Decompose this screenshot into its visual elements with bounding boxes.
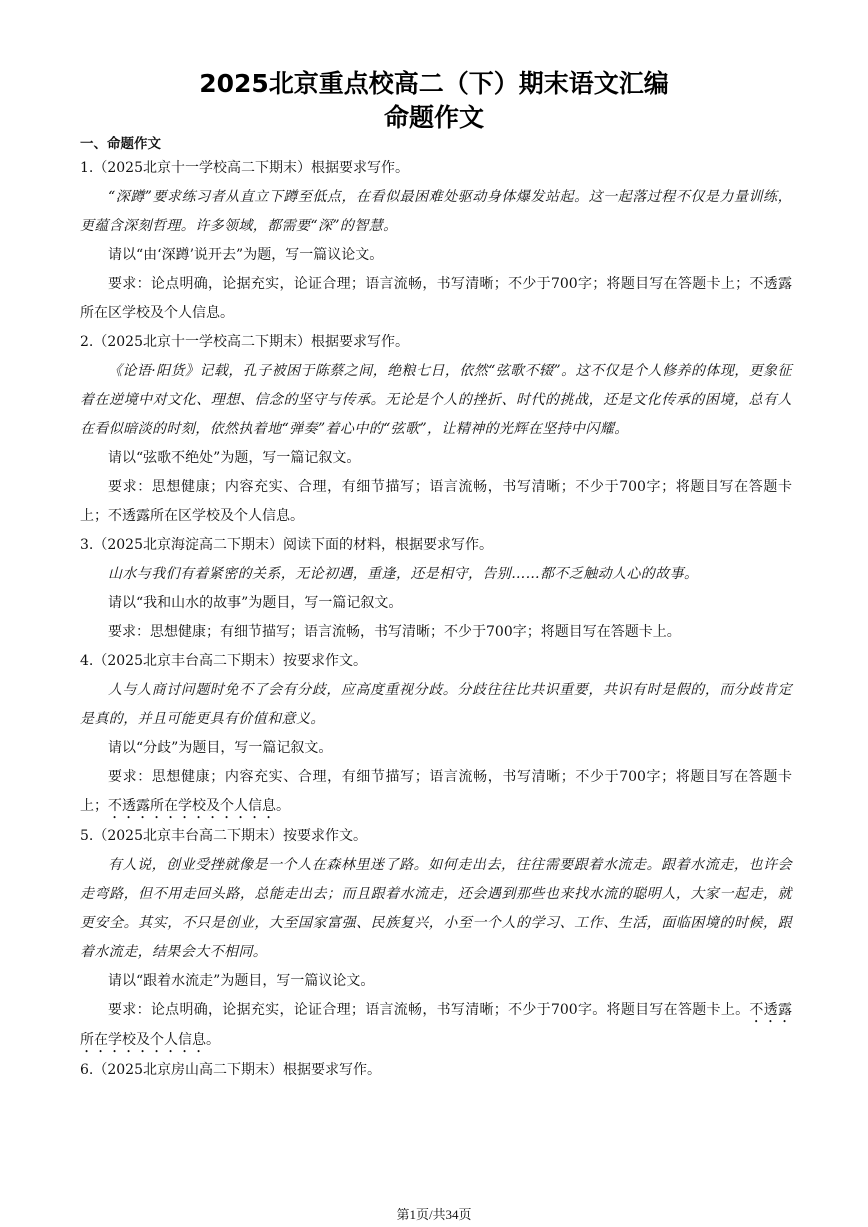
page-footer: 第1页/共34页 xyxy=(396,1207,472,1222)
question-2 xyxy=(80,328,792,531)
question-4-task: 请以“分歧”为题目，写一篇记叙文。 xyxy=(108,740,333,756)
question-1 xyxy=(80,154,792,328)
question-2-head: 2.（2025北京十一学校高二下期末）根据要求写作。 xyxy=(80,334,409,350)
document-title: 2025北京重点校高二（下）期末语文汇编 xyxy=(199,69,669,98)
question-4-requirements-privacy: 不透露所在学校及个人信息。 xyxy=(108,798,290,814)
question-5-requirements-privacy: 不透露所在学校及个人信息。 xyxy=(80,1002,792,1048)
question-4 xyxy=(80,647,792,822)
section-heading: 一、命题作文 xyxy=(80,136,161,152)
question-3 xyxy=(80,531,792,647)
question-4-requirements-main: 要求：思想健康；内容充实、合理，有细节描写；语言流畅，书写清晰；不少于700字；将题目写在答题卡上； xyxy=(80,769,792,814)
question-4-material: 人与人商讨问题时免不了会有分歧，应高度重视分歧。分歧往往比共识重要，共识有时是假的，而分歧肯定是真的，并且可能更具有价值和意义。 xyxy=(80,682,792,727)
question-5-head: 5.（2025北京丰台高二下期末）按要求作文。 xyxy=(80,828,367,844)
question-5-task: 请以“跟着水流走”为题目，写一篇议论文。 xyxy=(108,973,375,989)
question-1-requirements: 要求：论点明确，论据充实，论证合理；语言流畅，书写清晰；不少于700字；将题目写在答题卡上；不透露所在区学校及个人信息。 xyxy=(80,276,792,321)
question-5-requirements-main: 要求：论点明确，论据充实，论证合理；语言流畅，书写清晰；不少于700字。将题目写在答题卡上。 xyxy=(108,1002,750,1018)
question-4-head: 4.（2025北京丰台高二下期末）按要求作文。 xyxy=(80,653,367,669)
question-1-task: 请以“由‘深蹲’说开去”为题，写一篇议论文。 xyxy=(108,247,384,263)
question-6-head: 6.（2025北京房山高二下期末）根据要求写作。 xyxy=(80,1062,381,1078)
question-4-requirements xyxy=(80,763,792,822)
question-3-material: 山水与我们有着紧密的关系，无论初遇，重逢，还是相守，告别……都不乏触动人心的故事。 xyxy=(108,566,699,582)
question-3-requirements: 要求：思想健康；有细节描写；语言流畅，书写清晰；不少于700字；将题目写在答题卡上。 xyxy=(108,624,681,640)
question-1-material: “深蹲”要求练习者从直立下蹲至低点，在看似最困难处驱动身体爆发站起。这一起落过程不仅是力量训练，更蕴含深刻哲理。许多领域，都需要“深”的智慧。 xyxy=(80,189,792,234)
question-3-head: 3.（2025北京海淀高二下期末）阅读下面的材料，根据要求写作。 xyxy=(80,537,493,553)
question-5-requirements xyxy=(80,996,792,1056)
question-5-material: 有人说，创业受挫就像是一个人在森林里迷了路。如何走出去，往往需要跟着水流走。跟着水流走，也许会走弯路，但不用走回头路，总能走出去；而且跟着水流走，还会遇到那些也来找水流的聪明人，大家一起走，就更安全。其实，不只是创业，大至国家富强、民族复兴，小至一个人的学习、工作、生活，面临困境的时候，跟着水流走，结果会大不相同。 xyxy=(80,857,792,960)
question-2-requirements: 要求：思想健康；内容充实、合理，有细节描写；语言流畅，书写清晰；不少于700字；将题目写在答题卡上；不透露所在区学校及个人信息。 xyxy=(80,479,792,524)
question-2-task: 请以“弦歌不绝处”为题，写一篇记叙文。 xyxy=(108,450,361,466)
question-6 xyxy=(80,1056,792,1085)
document-subtitle: 命题作文 xyxy=(383,103,484,132)
question-3-task: 请以“我和山水的故事”为题目，写一篇记叙文。 xyxy=(108,595,403,611)
question-2-material: 《论语·阳货》记载，孔子被困于陈蔡之间，绝粮七日，依然“弦歌不辍”。这不仅是个人修养的体现，更象征着在逆境中对文化、理想、信念的坚守与传承。无论是个人的挫折、时代的挑战，还是文化传承的困境，总有人在看似暗淡的时刻，依然执着地“弹奏”着心中的“弦歌”，让精神的光辉在坚持中闪耀。 xyxy=(80,363,792,437)
question-1-head: 1.（2025北京十一学校高二下期末）根据要求写作。 xyxy=(80,160,409,176)
document-body xyxy=(80,134,792,1085)
question-5 xyxy=(80,822,792,1056)
